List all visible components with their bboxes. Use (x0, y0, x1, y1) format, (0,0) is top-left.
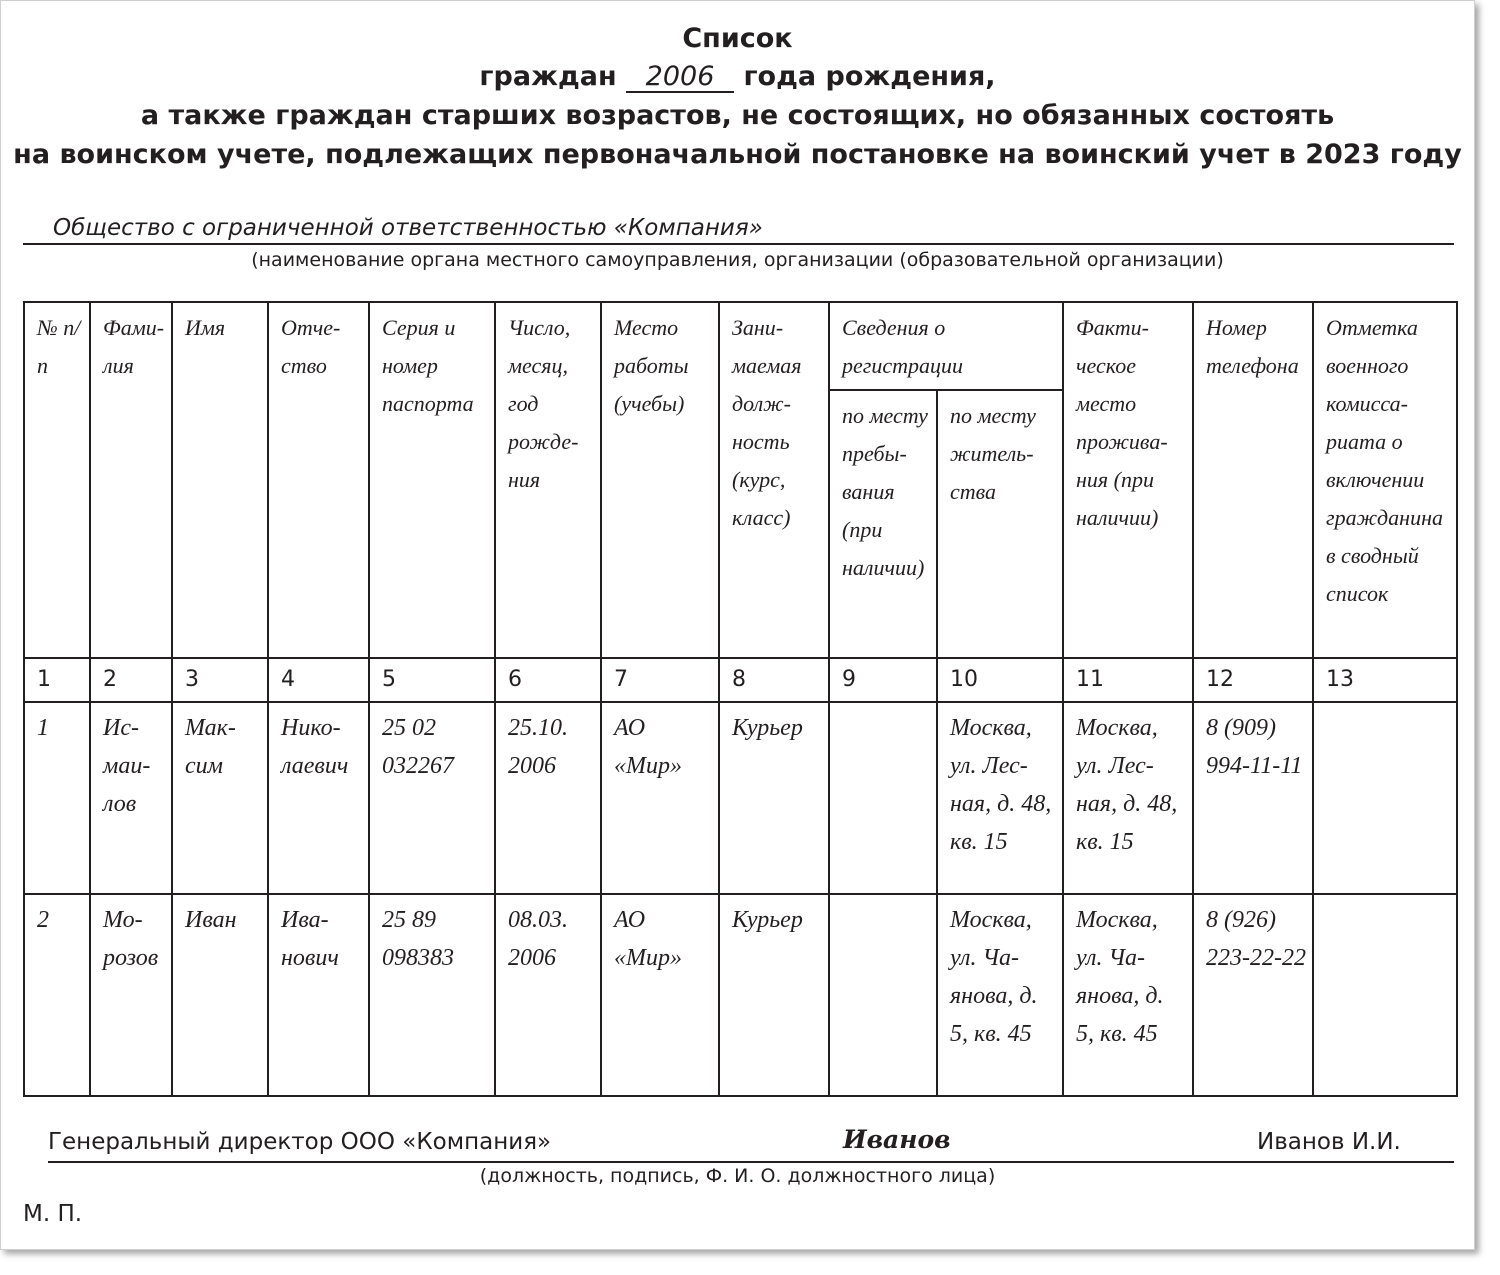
organization-name: Общество с ограниченной ответственностью «Компания» (53, 215, 763, 241)
title-line-3: а также граждан старших возрастов, не состоящих, но обязанных состоять (140, 100, 1335, 131)
signer-full-name: Иванов И.И. (1257, 1129, 1401, 1155)
cell-reg-residence: Москва, ул. Лесная, д. 48, кв. 15 (937, 702, 1063, 894)
column-number: 1 (24, 658, 90, 702)
column-number: 2 (90, 658, 172, 702)
cell-reg-stay (829, 894, 937, 1096)
cell-patronymic: Николаевич (268, 702, 369, 894)
header-reg-stay: по месту пребывания (при наличии) (829, 390, 937, 658)
cell-number: 1 (24, 702, 90, 894)
signature-underline (48, 1161, 1454, 1163)
header-name: Имя (172, 302, 268, 658)
title-line-4: на воинском учете, подлежащих первоначальной постановке на воинский учет в 2023 году (13, 139, 1462, 170)
cell-birth-date: 08.03. 2006 (495, 894, 601, 1096)
organization-underline (23, 243, 1454, 245)
citizens-table (23, 301, 1458, 1097)
header-phone: Номер телефона (1193, 302, 1313, 658)
birth-year-field: 2006 (626, 63, 734, 93)
header-number: № п/п (24, 302, 90, 658)
cell-position: Курьер (719, 702, 829, 894)
signature-caption: (должность, подпись, Ф. И. О. должностного лица) (479, 1165, 996, 1187)
cell-commissariat-mark (1313, 702, 1457, 894)
column-number: 13 (1313, 658, 1457, 702)
column-number: 6 (495, 658, 601, 702)
cell-phone: 8 (926) 223-22-22 (1193, 894, 1313, 1096)
column-number: 11 (1063, 658, 1193, 702)
title-prefix: граждан (479, 61, 617, 92)
column-number: 12 (1193, 658, 1313, 702)
cell-name: Иван (172, 894, 268, 1096)
cell-name: Максим (172, 702, 268, 894)
cell-position: Курьер (719, 894, 829, 1096)
header-reg-residence: по месту жительства (937, 390, 1063, 658)
column-number: 3 (172, 658, 268, 702)
cell-passport: 25 89 098383 (369, 894, 495, 1096)
header-birth-date: Число, месяц, год рождения (495, 302, 601, 658)
cell-number: 2 (24, 894, 90, 1096)
cell-passport: 25 02 032267 (369, 702, 495, 894)
cell-workplace: АО «Мир» (601, 702, 719, 894)
column-number: 5 (369, 658, 495, 702)
handwritten-signature: Иванов (843, 1125, 951, 1154)
header-actual-residence: Фактическое место проживания (при наличии) (1063, 302, 1193, 658)
stamp-placeholder: М. П. (23, 1201, 83, 1227)
header-surname: Фамилия (90, 302, 172, 658)
header-position: Занимаемая должность (курс, класс) (719, 302, 829, 658)
cell-workplace: АО «Мир» (601, 894, 719, 1096)
column-number: 4 (268, 658, 369, 702)
cell-commissariat-mark (1313, 894, 1457, 1096)
document-title: Список (682, 23, 793, 54)
title-suffix: года рождения, (743, 61, 996, 92)
cell-birth-date: 25.10. 2006 (495, 702, 601, 894)
column-number: 7 (601, 658, 719, 702)
header-passport: Серия и номер паспорта (369, 302, 495, 658)
header-workplace: Место работы (учебы) (601, 302, 719, 658)
header-patronymic: Отчество (268, 302, 369, 658)
cell-reg-residence: Москва, ул. Чаянова, д. 5, кв. 45 (937, 894, 1063, 1096)
cell-phone: 8 (909) 994-11-11 (1193, 702, 1313, 894)
cell-patronymic: Иванович (268, 894, 369, 1096)
column-number: 10 (937, 658, 1063, 702)
cell-reg-stay (829, 702, 937, 894)
organization-caption: (наименование органа местного самоуправления, организации (образовательной организации) (251, 249, 1224, 271)
cell-actual-residence: Москва, ул. Лесная, д. 48, кв. 15 (1063, 702, 1193, 894)
table-header-row (24, 302, 1457, 390)
title-line-2 (1, 61, 1474, 93)
table-row (24, 702, 1457, 894)
header-registration-group: Сведения о регистрации (829, 302, 1063, 390)
signer-position: Генеральный директор ООО «Компания» (48, 1129, 552, 1155)
column-number: 9 (829, 658, 937, 702)
cell-surname: Исмаилов (90, 702, 172, 894)
header-commissariat-mark: Отметка военного комиссариата о включении гражданина в сводный список (1313, 302, 1457, 658)
column-number: 8 (719, 658, 829, 702)
cell-surname: Морозов (90, 894, 172, 1096)
cell-actual-residence: Москва, ул. Чаянова, д. 5, кв. 45 (1063, 894, 1193, 1096)
table-row (24, 894, 1457, 1096)
column-numbers-row (24, 658, 1457, 702)
